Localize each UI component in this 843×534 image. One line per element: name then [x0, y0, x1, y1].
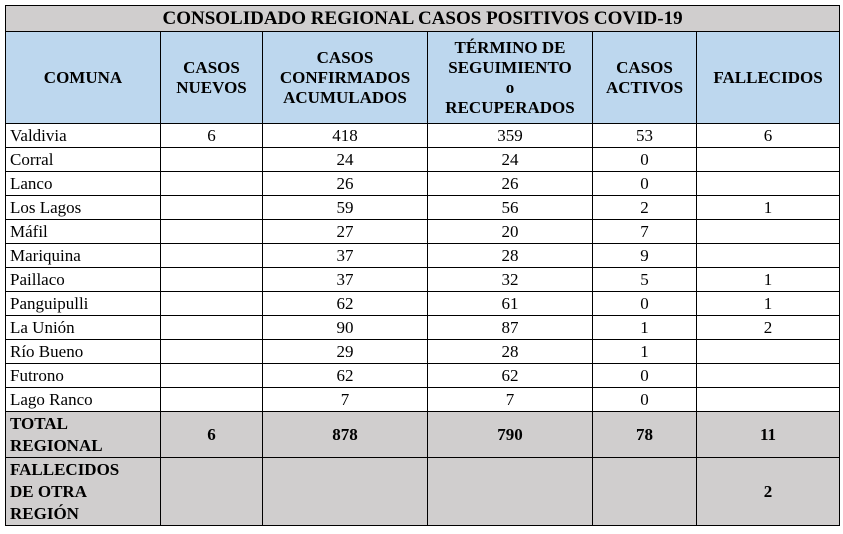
- table-row: [6, 172, 840, 196]
- cell-casos-nuevos: [161, 364, 263, 388]
- cell-casos-confirmados: 27: [263, 220, 428, 244]
- otra-region-activos: [593, 458, 697, 526]
- table-row: [6, 388, 840, 412]
- cell-comuna: Los Lagos: [6, 196, 161, 220]
- cell-fallecidos: 1: [697, 196, 840, 220]
- cell-recuperados: 28: [428, 340, 593, 364]
- cell-casos-activos: 1: [593, 316, 697, 340]
- total-recuperados: 790: [428, 412, 593, 458]
- header-casos-confirmados: [263, 32, 428, 124]
- cell-recuperados: 28: [428, 244, 593, 268]
- cell-fallecidos: [697, 388, 840, 412]
- table-title: CONSOLIDADO REGIONAL CASOS POSITIVOS COVID-19: [6, 6, 840, 32]
- cell-fallecidos: 2: [697, 316, 840, 340]
- cell-comuna: Panguipulli: [6, 292, 161, 316]
- cell-casos-nuevos: [161, 316, 263, 340]
- otra-region-label-line-1: FALLECIDOS: [10, 459, 120, 479]
- cell-fallecidos: 1: [697, 268, 840, 292]
- cell-comuna: Paillaco: [6, 268, 161, 292]
- cell-casos-confirmados: 24: [263, 148, 428, 172]
- cell-casos-activos: 0: [593, 388, 697, 412]
- cell-casos-activos: 0: [593, 292, 697, 316]
- total-label: [6, 412, 161, 458]
- cell-recuperados: 20: [428, 220, 593, 244]
- cell-casos-nuevos: [161, 172, 263, 196]
- cell-casos-confirmados: 62: [263, 364, 428, 388]
- table-row: [6, 268, 840, 292]
- header-casos-activos: [593, 32, 697, 124]
- cell-comuna: Valdivia: [6, 124, 161, 148]
- cell-casos-confirmados: 62: [263, 292, 428, 316]
- cell-casos-confirmados: 26: [263, 172, 428, 196]
- header-recuperados-line-4: RECUPERADOS: [445, 97, 575, 117]
- header-confirmados-line-2: CONFIRMADOS: [279, 67, 411, 87]
- cell-casos-confirmados: 7: [263, 388, 428, 412]
- cell-casos-confirmados: 37: [263, 268, 428, 292]
- cell-recuperados: 359: [428, 124, 593, 148]
- header-recuperados-line-3: o: [505, 77, 515, 97]
- cell-fallecidos: [697, 340, 840, 364]
- header-row: [6, 32, 840, 124]
- cell-casos-activos: 53: [593, 124, 697, 148]
- cell-fallecidos: [697, 172, 840, 196]
- total-nuevos: 6: [161, 412, 263, 458]
- total-activos: 78: [593, 412, 697, 458]
- cell-fallecidos: [697, 220, 840, 244]
- otra-region-recuperados: [428, 458, 593, 526]
- cell-casos-activos: 0: [593, 148, 697, 172]
- otra-region-label-line-3: REGIÓN: [10, 503, 79, 523]
- header-fallecidos: FALLECIDOS: [697, 32, 840, 124]
- table-row: [6, 292, 840, 316]
- otra-region-fallecidos: 2: [697, 458, 840, 526]
- header-activos-line-2: ACTIVOS: [605, 77, 684, 97]
- header-confirmados-line-1: CASOS: [316, 47, 374, 67]
- header-confirmados-line-3: ACUMULADOS: [283, 87, 407, 107]
- cell-comuna: La Unión: [6, 316, 161, 340]
- cell-comuna: Mariquina: [6, 244, 161, 268]
- cell-comuna: Lanco: [6, 172, 161, 196]
- total-label-line-2: REGIONAL: [10, 435, 103, 455]
- cell-casos-confirmados: 29: [263, 340, 428, 364]
- table-row: [6, 244, 840, 268]
- table-row: [6, 220, 840, 244]
- cell-comuna: Máfil: [6, 220, 161, 244]
- cell-comuna: Corral: [6, 148, 161, 172]
- cell-fallecidos: [697, 148, 840, 172]
- header-casos-nuevos-line-2: NUEVOS: [176, 77, 247, 97]
- cell-recuperados: 24: [428, 148, 593, 172]
- cell-casos-nuevos: [161, 268, 263, 292]
- cell-casos-activos: 0: [593, 364, 697, 388]
- total-label-line-1: TOTAL: [10, 413, 68, 433]
- cell-recuperados: 32: [428, 268, 593, 292]
- cell-casos-nuevos: 6: [161, 124, 263, 148]
- cell-casos-nuevos: [161, 340, 263, 364]
- header-casos-nuevos-line-1: CASOS: [183, 57, 240, 77]
- table-row: [6, 148, 840, 172]
- cell-casos-nuevos: [161, 292, 263, 316]
- total-fallecidos: 11: [697, 412, 840, 458]
- cell-fallecidos: [697, 244, 840, 268]
- table-row: [6, 124, 840, 148]
- cell-casos-activos: 0: [593, 172, 697, 196]
- otra-region-label: [6, 458, 161, 526]
- cell-casos-nuevos: [161, 388, 263, 412]
- table-row: [6, 340, 840, 364]
- otra-region-confirmados: [263, 458, 428, 526]
- cell-recuperados: 87: [428, 316, 593, 340]
- cell-casos-nuevos: [161, 148, 263, 172]
- header-recuperados-line-2: SEGUIMIENTO: [448, 57, 572, 77]
- header-activos-line-1: CASOS: [616, 57, 673, 77]
- cell-recuperados: 56: [428, 196, 593, 220]
- cell-fallecidos: [697, 364, 840, 388]
- cell-casos-confirmados: 59: [263, 196, 428, 220]
- cell-casos-confirmados: 90: [263, 316, 428, 340]
- cell-casos-nuevos: [161, 220, 263, 244]
- cell-fallecidos: 6: [697, 124, 840, 148]
- header-recuperados: [428, 32, 593, 124]
- cell-recuperados: 26: [428, 172, 593, 196]
- cell-comuna: Futrono: [6, 364, 161, 388]
- table-row: [6, 364, 840, 388]
- cell-casos-activos: 7: [593, 220, 697, 244]
- header-casos-nuevos: [161, 32, 263, 124]
- header-comuna: COMUNA: [6, 32, 161, 124]
- table-row: [6, 196, 840, 220]
- table-row: [6, 316, 840, 340]
- cell-casos-activos: 9: [593, 244, 697, 268]
- cell-recuperados: 7: [428, 388, 593, 412]
- cell-casos-confirmados: 37: [263, 244, 428, 268]
- table-body: [6, 124, 840, 412]
- cell-casos-nuevos: [161, 244, 263, 268]
- total-confirmados: 878: [263, 412, 428, 458]
- otra-region-nuevos: [161, 458, 263, 526]
- cell-casos-activos: 1: [593, 340, 697, 364]
- cell-comuna: Río Bueno: [6, 340, 161, 364]
- otra-region-row: [6, 458, 840, 526]
- cell-casos-confirmados: 418: [263, 124, 428, 148]
- total-row: [6, 412, 840, 458]
- header-recuperados-line-1: TÉRMINO DE: [454, 37, 566, 57]
- otra-region-label-line-2: DE OTRA: [10, 481, 87, 501]
- cell-comuna: Lago Ranco: [6, 388, 161, 412]
- covid-regional-table: [5, 5, 840, 526]
- cell-fallecidos: 1: [697, 292, 840, 316]
- cell-casos-activos: 5: [593, 268, 697, 292]
- cell-recuperados: 62: [428, 364, 593, 388]
- cell-casos-activos: 2: [593, 196, 697, 220]
- cell-recuperados: 61: [428, 292, 593, 316]
- cell-casos-nuevos: [161, 196, 263, 220]
